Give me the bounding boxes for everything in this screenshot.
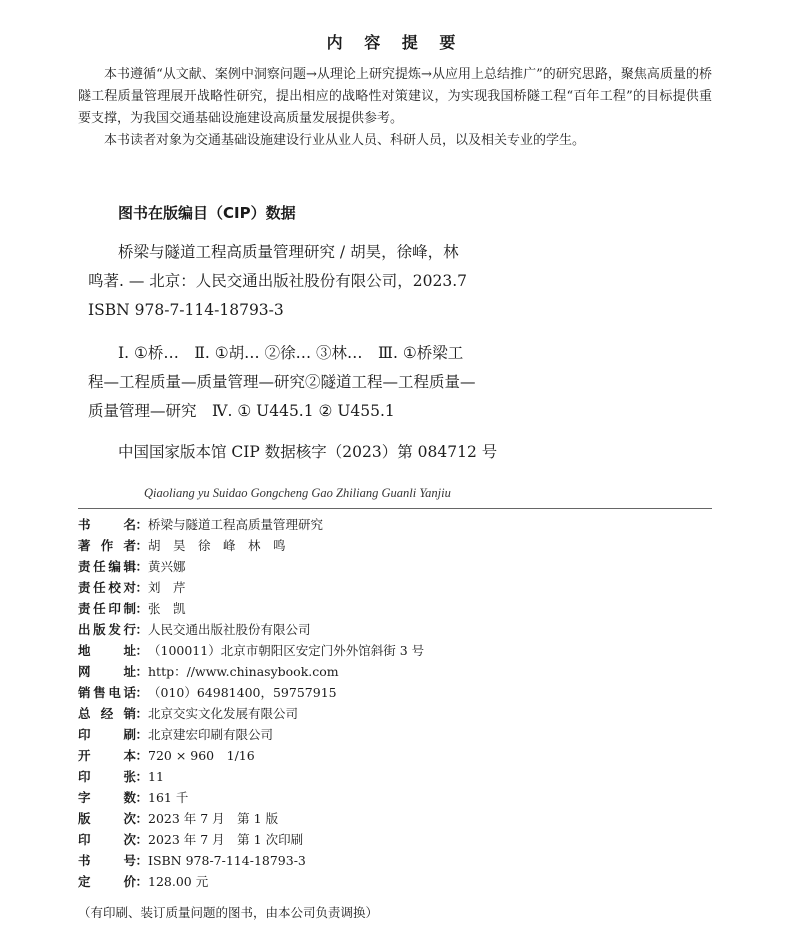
info-label: 著 作 者 ： xyxy=(78,535,144,556)
info-label: 责 任 校 对 ： xyxy=(78,577,144,598)
info-row xyxy=(78,829,424,850)
info-label: 责 任 编 辑 ： xyxy=(78,556,144,577)
info-value: 胡 昊 徐 峰 林 鸣 xyxy=(148,538,286,553)
cip-line-2: 鸣著. — 北京：人民交通出版社股份有限公司，2023.7 xyxy=(88,272,468,290)
info-label: 书 名 ： xyxy=(78,514,144,535)
info-label: 销 售 电 话 ： xyxy=(78,682,144,703)
info-label: 印 刷 ： xyxy=(78,724,144,745)
info-label: 印 次 ： xyxy=(78,829,144,850)
info-value: 北京交实文化发展有限公司 xyxy=(148,706,299,721)
info-label: 定 价 ： xyxy=(78,871,144,892)
info-value: 桥梁与隧道工程高质量管理研究 xyxy=(148,517,324,532)
info-value: ISBN 978-7-114-18793-3 xyxy=(148,853,306,868)
cip-line-5: 程—工程质量—质量管理—研究②隧道工程—工程质量— xyxy=(88,373,476,391)
divider xyxy=(78,508,712,509)
info-row xyxy=(78,808,424,829)
info-label: 网 址 ： xyxy=(78,661,144,682)
info-row xyxy=(78,787,424,808)
summary-paragraph-2: 本书读者对象为交通基础设施建设行业从业人员、科研人员，以及相关专业的学生。 xyxy=(104,133,586,148)
info-label: 开 本 ： xyxy=(78,745,144,766)
info-label: 地 址 ： xyxy=(78,640,144,661)
info-row xyxy=(78,556,424,577)
publication-info xyxy=(78,514,424,892)
info-value: 161 千 xyxy=(148,790,189,805)
info-value: （010）64981400，59757915 xyxy=(148,685,337,700)
info-label: 总 经 销 ： xyxy=(78,703,144,724)
info-value: 2023 年 7 月 第 1 次印刷 xyxy=(148,832,304,847)
info-row xyxy=(78,619,424,640)
quality-note: （有印刷、装订质量问题的图书，由本公司负责调换） xyxy=(78,905,379,920)
info-value: 人民交通出版社股份有限公司 xyxy=(148,622,311,637)
info-label: 责 任 印 制 ： xyxy=(78,598,144,619)
info-label: 书 号 ： xyxy=(78,850,144,871)
info-label: 出 版 发 行 ： xyxy=(78,619,144,640)
cip-number: 中国国家版本馆 CIP 数据核字（2023）第 084712 号 xyxy=(118,443,498,461)
summary-title: 内 容 提 要 xyxy=(326,33,464,52)
info-row xyxy=(78,703,424,724)
info-row xyxy=(78,766,424,787)
info-row xyxy=(78,577,424,598)
info-value: 720 × 960 1/16 xyxy=(148,748,255,763)
info-row xyxy=(78,598,424,619)
info-value: 128.00 元 xyxy=(148,874,209,889)
info-value: （100011）北京市朝阳区安定门外外馆斜街 3 号 xyxy=(148,643,425,658)
info-row xyxy=(78,745,424,766)
cip-line-6: 质量管理—研究 Ⅳ. ① U445.1 ② U455.1 xyxy=(88,402,395,420)
info-row xyxy=(78,661,424,682)
cip-isbn: ISBN 978-7-114-18793-3 xyxy=(88,301,284,319)
info-value: 11 xyxy=(148,769,164,784)
info-label: 版 次 ： xyxy=(78,808,144,829)
info-row xyxy=(78,871,424,892)
info-value: 刘 芹 xyxy=(148,580,186,595)
info-value: 2023 年 7 月 第 1 版 xyxy=(148,811,279,826)
info-row xyxy=(78,682,424,703)
cip-heading: 图书在版编目（CIP）数据 xyxy=(118,204,296,222)
info-value: 张 凯 xyxy=(148,601,186,616)
info-label: 印 张 ： xyxy=(78,766,144,787)
info-row xyxy=(78,724,424,745)
info-value: 北京建宏印刷有限公司 xyxy=(148,727,274,742)
info-row xyxy=(78,850,424,871)
cip-line-4: Ⅰ. ①桥… Ⅱ. ①胡… ②徐… ③林… Ⅲ. ①桥梁工 xyxy=(118,344,464,362)
summary-paragraph-1: 本书遵循“从文献、案例中洞察问题→从理论上研究提炼→从应用上总结推广”的研究思路，聚焦高质量的桥隧工程质量管理展开战略性研究，提出相应的战略性对策建议，为实现我国桥隧工程“百年工程”的目标提供重要支撑，为我国交通基础设施建设高质量发展提供参考。 xyxy=(78,67,712,126)
info-label: 字 数 ： xyxy=(78,787,144,808)
info-row xyxy=(78,514,424,535)
pinyin-title: Qiaoliang yu Suidao Gongcheng Gao Zhiliang Guanli Yanjiu xyxy=(144,486,451,500)
info-value: 黄兴娜 xyxy=(148,559,186,574)
info-row xyxy=(78,640,424,661)
cip-line-1: 桥梁与隧道工程高质量管理研究 / 胡昊，徐峰，林 xyxy=(118,243,459,261)
info-value: http：//www.chinasybook.com xyxy=(148,664,339,679)
info-row xyxy=(78,535,424,556)
